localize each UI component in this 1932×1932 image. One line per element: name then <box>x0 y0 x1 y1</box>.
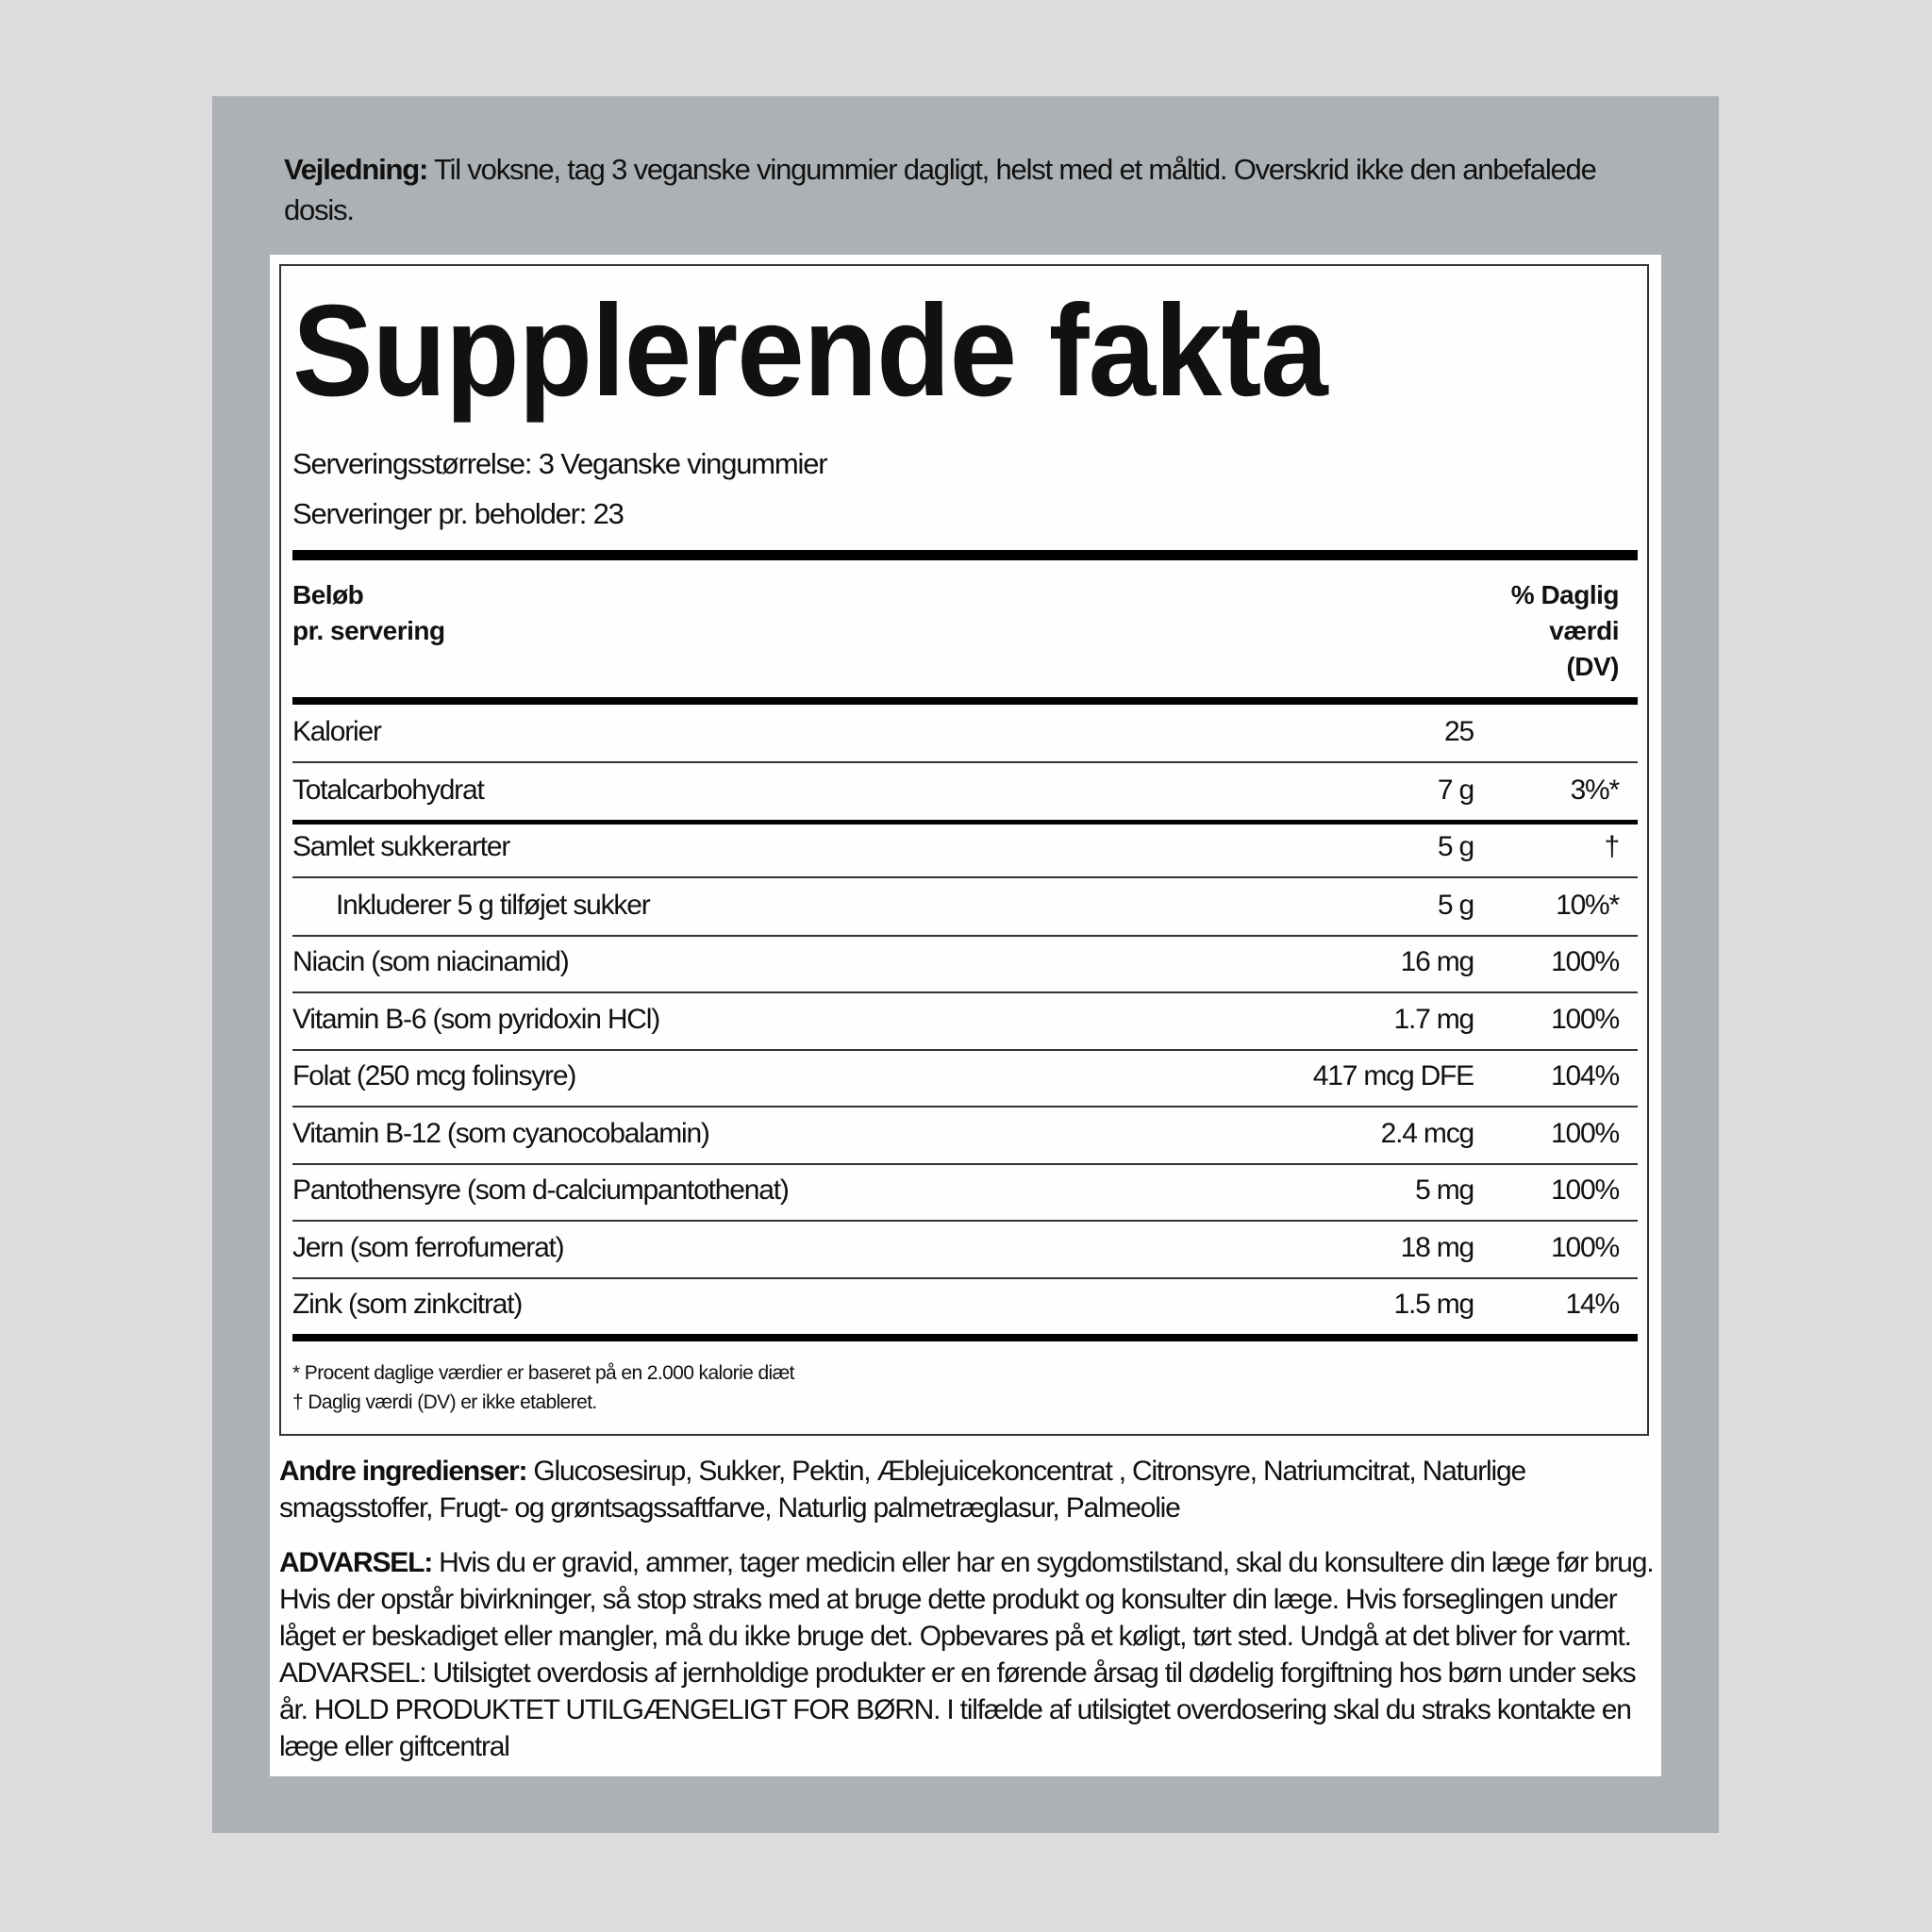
nutrient-amount: 25 <box>1444 716 1474 747</box>
table-row <box>292 1049 1638 1108</box>
table-row <box>292 935 1638 993</box>
nutrient-amount: 1.7 mg <box>1393 1004 1474 1035</box>
nutrient-dv: 100% <box>1551 1004 1619 1035</box>
nutrient-dv: 100% <box>1551 1232 1619 1263</box>
nutrient-name: Kalorier <box>292 716 381 747</box>
other-ingredients-label: Andre ingredienser: <box>279 1456 527 1487</box>
warning-text: Hvis du er gravid, ammer, tager medicin eller har en sygdomstilstand, skal du konsultere din læge før brug. Hvis der opstår bivirkninger, så stop straks med at bruge dette produkt og konsulter din læge. Hvis forseglingen under låget er beskadiget eller mangler, må du ikke bruge det. Opbevares på et køligt, tørt sted. Undgå at det bliver for varmt. ADVARSEL: Utilsigtet overdosis af jernholdige produkter er en førende årsag til dødelig forgiftning hos børn under seks år. HOLD PRODUKTET UTILGÆNGELIGT FOR BØRN. I tilfælde af utilsigtet overdosering skal du straks kontakte en læge eller giftcentral <box>279 1547 1654 1762</box>
table-row <box>292 1277 1638 1341</box>
nutrient-dv: 3%* <box>1570 774 1619 806</box>
nutrient-dv: 10%* <box>1556 890 1619 921</box>
other-ingredients <box>279 1453 1657 1526</box>
nutrient-dv: 100% <box>1551 946 1619 977</box>
nutrient-name: Folat (250 mcg folinsyre) <box>292 1060 576 1091</box>
nutrient-name: Zink (som zinkcitrat) <box>292 1289 523 1320</box>
nutrient-amount: 1.5 mg <box>1393 1289 1474 1320</box>
header-dv-line1: % Daglig <box>1510 580 1619 609</box>
table-row <box>292 705 1638 763</box>
nutrient-amount: 16 mg <box>1400 946 1474 977</box>
supplement-facts-box <box>279 264 1649 1436</box>
header-amount <box>292 577 445 649</box>
nutrient-name: Jern (som ferrofumerat) <box>292 1232 564 1263</box>
nutrient-amount: 5 mg <box>1415 1174 1474 1206</box>
nutrient-amount: 417 mcg DFE <box>1312 1060 1474 1091</box>
other-ingredients-text: Glucosesirup, Sukker, Pektin, Æblejuicekoncentrat , Citronsyre, Natriumcitrat, Naturlige smagsstoffer, Frugt- og grøntsagssaftfarve, Naturlig palmetræglasur, Palmeolie <box>279 1456 1525 1524</box>
table-row <box>292 878 1638 937</box>
nutrient-dv: 100% <box>1551 1118 1619 1149</box>
nutrient-name: Samlet sukkerarter <box>292 831 510 862</box>
table-row <box>292 763 1638 824</box>
nutrient-amount: 2.4 mcg <box>1380 1118 1474 1149</box>
header-dv-line2: værdi <box>1549 616 1619 645</box>
nutrient-amount: 5 g <box>1437 890 1474 921</box>
warning-label: ADVARSEL: <box>279 1547 432 1578</box>
directions <box>284 149 1605 230</box>
nutrient-amount: 5 g <box>1437 831 1474 862</box>
nutrient-name: Pantothensyre (som d-calciumpantothenat) <box>292 1174 789 1206</box>
directions-text: Til voksne, tag 3 veganske vingummier dagligt, helst med et måltid. Overskrid ikke den anbefalede dosis. <box>284 153 1596 226</box>
nutrient-name: Vitamin B-12 (som cyanocobalamin) <box>292 1118 709 1149</box>
nutrient-dv: 100% <box>1551 1174 1619 1206</box>
header-dv-line3: (DV) <box>1566 652 1619 681</box>
facts-title: Supplerende fakta <box>292 278 1327 424</box>
nutrient-dv: † <box>1604 831 1619 862</box>
table-row <box>292 1163 1638 1222</box>
nutrient-name: Inkluderer 5 g tilføjet sukker <box>336 890 650 921</box>
nutrient-name: Vitamin B-6 (som pyridoxin HCl) <box>292 1004 660 1035</box>
table-row <box>292 1107 1638 1165</box>
nutrient-amount: 7 g <box>1437 774 1474 806</box>
table-row <box>292 1221 1638 1279</box>
serving-size: Serveringsstørrelse: 3 Veganske vingummier <box>292 447 827 480</box>
nutrient-name: Totalcarbohydrat <box>292 774 484 806</box>
nutrient-amount: 18 mg <box>1400 1232 1474 1263</box>
directions-label: Vejledning: <box>284 153 428 186</box>
header-dv <box>1511 577 1619 685</box>
header-amount-line2: pr. servering <box>292 616 445 645</box>
footnote-dagger: † Daglig værdi (DV) er ikke etableret. <box>292 1391 597 1413</box>
table-row <box>292 820 1638 878</box>
nutrient-name: Niacin (som niacinamid) <box>292 946 569 977</box>
divider-thick <box>292 550 1638 560</box>
warning <box>279 1544 1657 1765</box>
servings-per-container: Serveringer pr. beholder: 23 <box>292 497 624 530</box>
nutrient-dv: 14% <box>1565 1289 1619 1320</box>
nutrient-dv: 104% <box>1551 1060 1619 1091</box>
table-row <box>292 992 1638 1051</box>
header-amount-line1: Beløb <box>292 580 364 609</box>
footnote-percent: * Procent daglige værdier er baseret på en 2.000 kalorie diæt <box>292 1362 794 1384</box>
divider-thick <box>292 697 1638 705</box>
